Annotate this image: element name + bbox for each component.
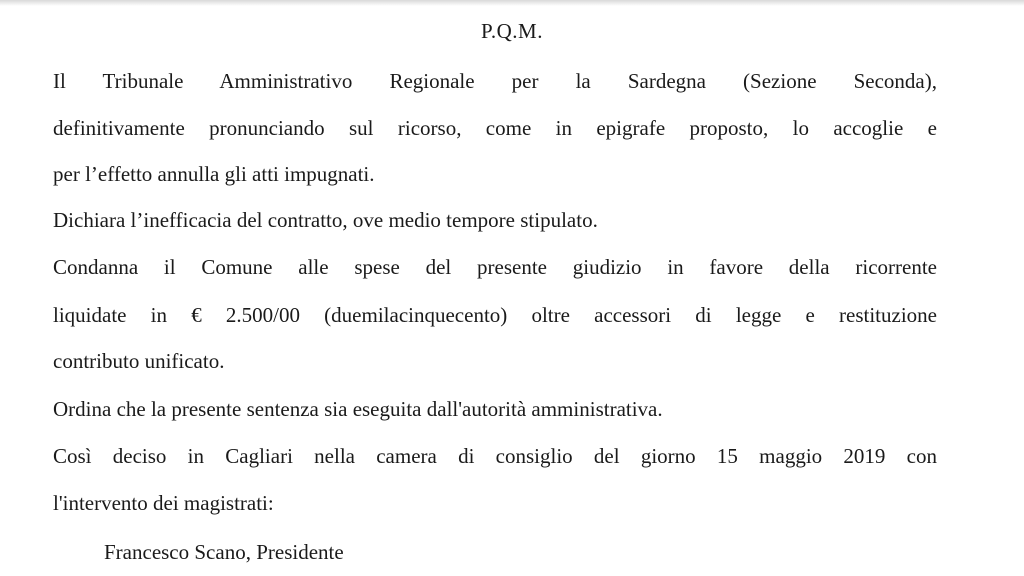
- document-heading: P.Q.M.: [481, 19, 543, 43]
- scan-edge-shadow: [0, 0, 1024, 6]
- text-line-10: l'intervento dei magistrati:: [53, 491, 274, 515]
- text-line-2: definitivamente pronunciando sul ricorso, come in epigrafe proposto, lo accoglie e: [53, 116, 937, 140]
- text-line-7: contributo unificato.: [53, 349, 225, 373]
- text-line-9: Così deciso in Cagliari nella camera di consiglio del giorno 15 maggio 2019 con: [53, 444, 937, 468]
- text-line-8: Ordina che la presente sentenza sia eseguita dall'autorità amministrativa.: [53, 397, 663, 421]
- text-line-4: Dichiara l’inefficacia del contratto, ove medio tempore stipulato.: [53, 208, 598, 232]
- text-line-3: per l’effetto annulla gli atti impugnati.: [53, 162, 375, 186]
- text-line-6: liquidate in € 2.500/00 (duemilacinquecento) oltre accessori di legge e restituzione: [53, 303, 937, 327]
- magistrate-line: Francesco Scano, Presidente: [104, 540, 344, 564]
- text-line-5: Condanna il Comune alle spese del presente giudizio in favore della ricorrente: [53, 255, 937, 279]
- text-line-1: Il Tribunale Amministrativo Regionale per la Sardegna (Sezione Seconda),: [53, 69, 937, 93]
